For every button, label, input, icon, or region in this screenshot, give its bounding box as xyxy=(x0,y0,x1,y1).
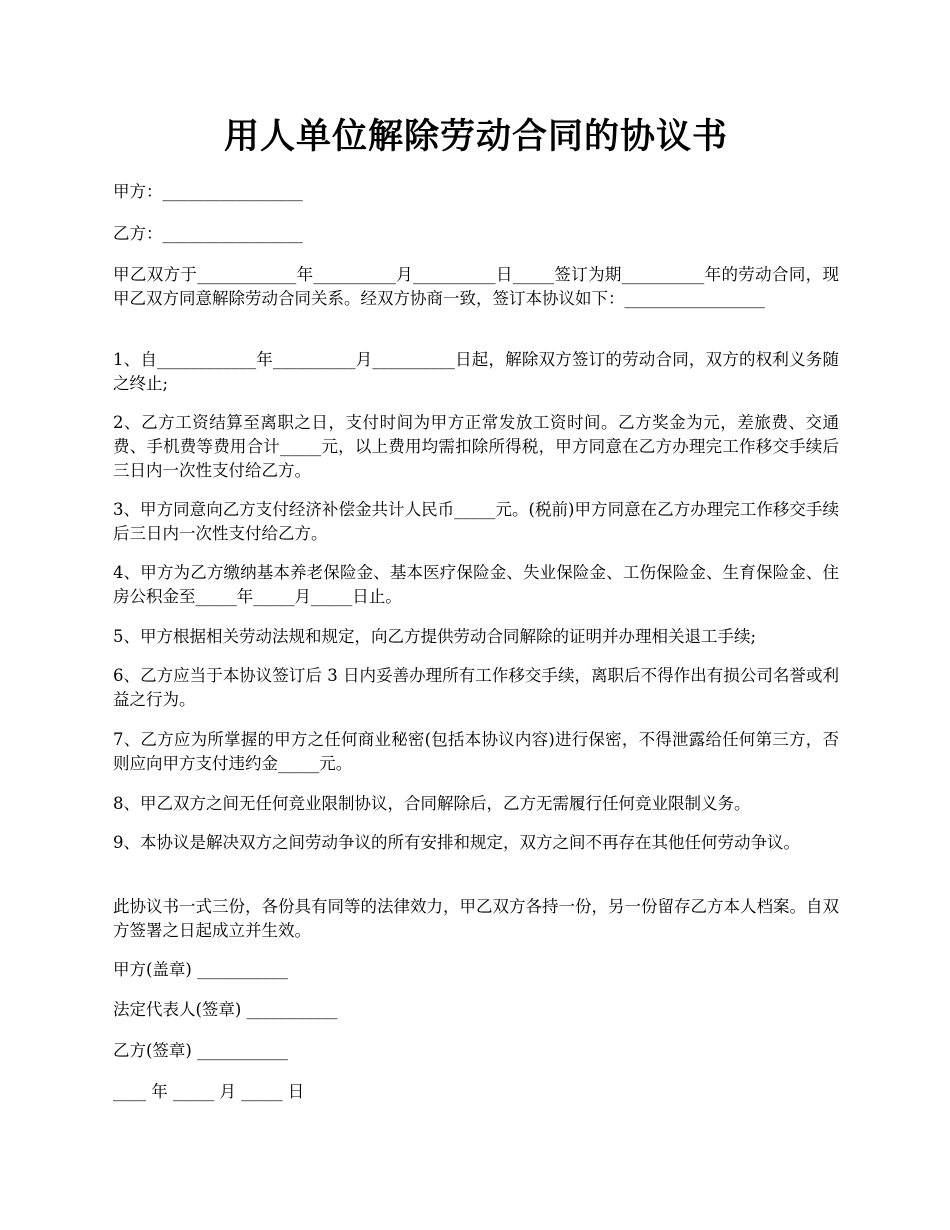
legal-representative-line: 法定代表人(签章) ___________ xyxy=(113,1000,338,1019)
closing-paragraph: 此协议书一式三份，各份具有同等的法律效力，甲乙双方各持一份，另一份留存乙方本人档案。自双方签署之日起成立并生效。 xyxy=(113,897,839,940)
clause-7: 7、乙方应为所掌握的甲方之任何商业秘密(包括本协议内容)进行保密，不得泄露给任何第三方，否则应向甲方支付违约金_____元。 xyxy=(113,730,839,773)
clause-9: 9、本协议是解决双方之间劳动争议的所有安排和规定，双方之间不再存在其他任何劳动争议。 xyxy=(113,833,800,852)
clause-3: 3、甲方同意向乙方支付经济补偿金共计人民币_____元。(税前)甲方同意在乙方办理完工作移交手续后三日内一次性支付给乙方。 xyxy=(113,500,839,543)
party-b-line: 乙方：_________________ xyxy=(113,224,303,243)
clause-4: 4、甲方为乙方缴纳基本养老保险金、基本医疗保险金、失业保险金、工伤保险金、生育保险金、住房公积金至_____年_____月_____日止。 xyxy=(113,563,839,606)
clause-2: 2、乙方工资结算至离职之日，支付时间为甲方正常发放工资时间。乙方奖金为元，差旅费、交通费、手机费等费用合计_____元，以上费用均需扣除所得税，甲方同意在乙方办理完工作移交手续后三日内一次性支付给乙方。 xyxy=(113,413,839,480)
signing-date-line: ____ 年 _____ 月 _____ 日 xyxy=(113,1082,305,1101)
clause-8: 8、甲乙双方之间无任何竞业限制协议，合同解除后，乙方无需履行任何竞业限制义务。 xyxy=(113,794,751,813)
intro-paragraph: 甲乙双方于____________年__________月__________日_____签订为期__________年的劳动合同，现甲乙双方同意解除劳动合同关系。经双方协商一致，签订本协议如下：_________________ xyxy=(113,265,839,308)
party-b-sign-line: 乙方(签章) ___________ xyxy=(113,1041,288,1060)
clause-5: 5、甲方根据相关劳动法规和规定，向乙方提供劳动合同解除的证明并办理相关退工手续; xyxy=(113,627,757,646)
clause-1: 1、自____________年__________月__________日起，解除双方签订的劳动合同，双方的权利义务随之终止; xyxy=(113,350,839,393)
document-title: 用人单位解除劳动合同的协议书 xyxy=(223,116,728,157)
clause-6: 6、乙方应当于本协议签订后 3 日内妥善办理所有工作移交手续，离职后不得作出有损公司名誉或利益之行为。 xyxy=(113,666,839,709)
party-a-line: 甲方：_________________ xyxy=(113,182,303,201)
party-a-seal-line: 甲方(盖章) ___________ xyxy=(113,960,288,979)
